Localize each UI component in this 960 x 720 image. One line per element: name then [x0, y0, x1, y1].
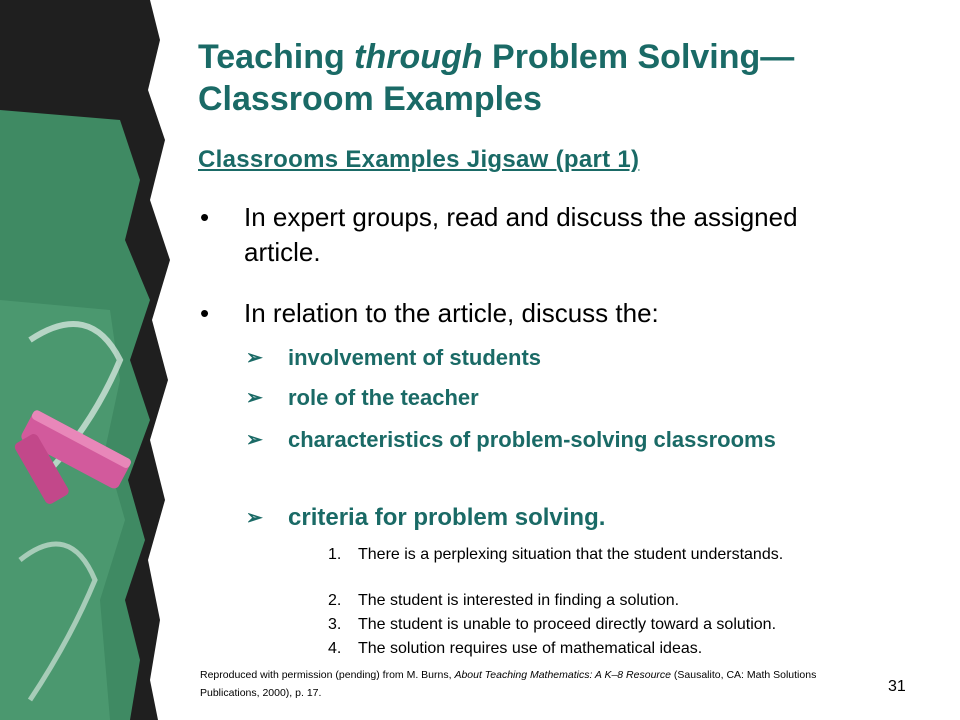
arrow-bullet-icon: ➢ [246, 347, 263, 369]
citation-part-1: Reproduced with permission (pending) from M. Burns, [200, 669, 455, 681]
page-number: 31 [888, 678, 906, 695]
sub-bullet-text: role of the teacher [288, 385, 479, 410]
bullet-dot-icon: • [200, 202, 210, 232]
citation-book-title: About Teaching Mathematics: A K–8 Resource [454, 669, 671, 681]
criteria-text: There is a perplexing situation that the student understands. [358, 546, 784, 563]
arrow-bullet-icon: ➢ [246, 429, 263, 451]
criteria-text: The solution requires use of mathematical ideas. [358, 640, 703, 657]
title-line-2: Classroom Examples [198, 80, 542, 118]
arrow-bullet-icon: ➢ [246, 507, 263, 529]
criteria-number: 4. [328, 640, 342, 657]
sub-bullet-text: criteria for problem solving. [288, 504, 606, 531]
criteria-number: 3. [328, 616, 342, 633]
slide-title [198, 36, 918, 120]
criteria-number: 1. [328, 546, 342, 563]
title-part-1: Teaching [198, 38, 355, 76]
title-emphasis: through [354, 38, 483, 76]
arrow-bullet-icon: ➢ [246, 387, 263, 409]
slide-subtitle: Classrooms Examples Jigsaw (part 1) [198, 146, 640, 173]
bullet-text: In expert groups, read and discuss the assigned article. [244, 202, 798, 267]
sub-bullet-text: involvement of students [288, 345, 542, 370]
criteria-text: The student is interested in finding a solution. [358, 592, 680, 609]
citation [200, 666, 820, 702]
criteria-text: The student is unable to proceed directly toward a solution. [358, 616, 777, 633]
bullet-dot-icon: • [200, 298, 210, 328]
chalkboard-image [0, 0, 200, 720]
sub-bullet-text: characteristics of problem-solving classrooms [288, 427, 776, 452]
citation-part-2: (Sausalito, CA: Math Solutions Publications, 2000), p. 17. [200, 669, 817, 699]
title-part-2: Problem Solving— [482, 38, 795, 76]
bullet-text: In relation to the article, discuss the: [244, 298, 659, 328]
criteria-number: 2. [328, 592, 342, 609]
